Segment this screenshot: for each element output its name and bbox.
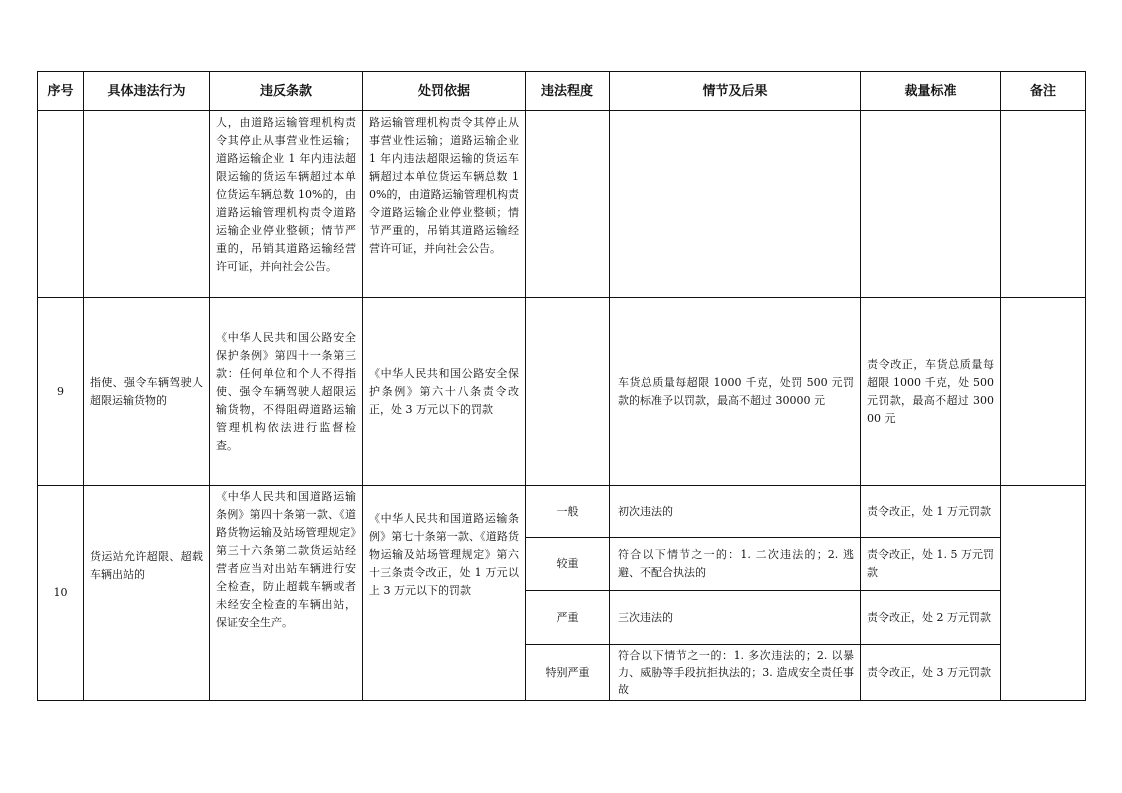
rule-bottom <box>37 700 1086 701</box>
row10-level-3-degree: 严重 <box>556 610 579 624</box>
row10-no: 10 <box>53 586 68 599</box>
row9-behavior-text: 指使、强令车辆驾驶人超限运输货物的 <box>90 375 203 407</box>
row10-level-1-degree: 一般 <box>556 504 579 518</box>
row10-level-1-standard-text: 责令改正，处 1 万元罚款 <box>867 504 991 518</box>
row9-no: 9 <box>57 384 64 398</box>
rule-col-7 <box>1000 71 1001 701</box>
row10-level-2-standard-text: 责令改正，处 1. 5 万元罚款 <box>867 548 994 579</box>
row10-level-1-circumstance <box>610 486 860 537</box>
header-penalty-basis: 处罚依据 <box>417 83 470 99</box>
row9-violated-text: 《中华人民共和国公路安全保护条例》第四十一条第三款：任何单位和个人不得指使、强令车辆驾驶人超限运输货物，不得阻碍道路运输管理机构依法进行监督检查。 <box>216 330 356 452</box>
row10-level-4-standard <box>861 645 1000 700</box>
row9-basis-text: 《中华人民共和国公路安全保护条例》第六十八条责令改正，处 3 万元以下的罚款 <box>369 366 519 416</box>
row10-level-1-circumstance-text: 初次违法的 <box>618 504 673 518</box>
row9-circumstance-text: 车货总质量每超限 1000 千克，处罚 500 元罚款的标准予以罚款，最高不超过 30000 元 <box>618 375 854 407</box>
continued-violated-clause: 人，由道路运输管理机构责令其停止从事营业性运输；道路运输企业 1 年内违法超限运输的货运车辆超过本单位货运车辆总数 10%的，由道路运输管理机构责令道路运输企业停业整顿；情节严重的，吊销其道路运输经营许可证，并向社会公告。 <box>216 116 356 273</box>
row9-standard <box>861 298 1000 485</box>
row10-level-2-degree: 较重 <box>556 557 579 570</box>
row10-behavior-text: 货运站允许超限、超载车辆出站的 <box>90 550 203 581</box>
rule-header-bottom <box>37 110 1086 111</box>
row10-penalty-basis: 《中华人民共和国道路运输条例》第七十条第一款、《道路货物运输及站场管理规定》第六十三条责令改正，处 1 万元以上 3 万元以下的罚款 <box>369 512 519 597</box>
row10-level-2-circumstance-text: 符合以下情节之一的：1. 二次违法的；2. 逃避、不配合执法的 <box>618 548 854 579</box>
row10-level-3-standard-text: 责令改正，处 2 万元罚款 <box>867 610 991 624</box>
row9-penalty-basis <box>363 298 525 485</box>
row9-circumstance <box>610 298 860 485</box>
row10-level-4-standard-text: 责令改正，处 3 万元罚款 <box>867 665 991 679</box>
header-circumstance: 情节及后果 <box>702 83 768 99</box>
row10-level-3-standard <box>861 591 1000 644</box>
row10-behavior <box>84 486 209 646</box>
row10-level-4-circumstance <box>610 645 860 700</box>
row10-level-2-standard <box>861 538 1000 590</box>
header-no: 序号 <box>47 83 74 99</box>
header-standard: 裁量标准 <box>904 83 957 99</box>
row10-level-2-circumstance <box>610 538 860 590</box>
continued-penalty-basis: 路运输管理机构责令其停止从事营业性运输；道路运输企业 1 年内违法超限运输的货运车辆超过本单位货运车辆总数 10%的，由道路运输管理机构责令道路运输企业停业整顿；情节严重的，吊销其道路运输经营许可证，并向社会公告。 <box>369 116 519 255</box>
rule-right <box>1085 71 1086 701</box>
row9-standard-text: 责令改正，车货总质量每超限 1000 千克，处 500 元罚款，最高不超过 30000 元 <box>867 357 994 425</box>
penalty-table <box>37 71 1086 701</box>
header-remark: 备注 <box>1029 83 1056 99</box>
row10-level-1-standard <box>861 486 1000 537</box>
header-violated-clause: 违反条款 <box>259 83 312 99</box>
row10-level-4-degree: 特别严重 <box>545 665 590 679</box>
row9-violated-clause <box>210 298 362 485</box>
header-behavior: 具体违法行为 <box>107 83 186 99</box>
header-degree: 违法程度 <box>540 83 593 99</box>
row10-violated-clause: 《中华人民共和国道路运输条例》第四十条第一款、《道路货物运输及站场管理规定》第三十六条第二款货运站经营者应当对出站车辆进行安全检查，防止超载车辆或者未经安全检查的车辆出站，保证安全生产。 <box>216 490 356 629</box>
row9-behavior <box>84 298 209 485</box>
row10-level-4-circumstance-text: 符合以下情节之一的：1. 多次违法的；2. 以暴力、威胁等手段抗拒执法的；3. 造成安全责任事故 <box>618 649 854 696</box>
row10-level-3-circumstance-text: 三次违法的 <box>618 610 673 624</box>
row10-level-3-circumstance <box>610 591 860 644</box>
